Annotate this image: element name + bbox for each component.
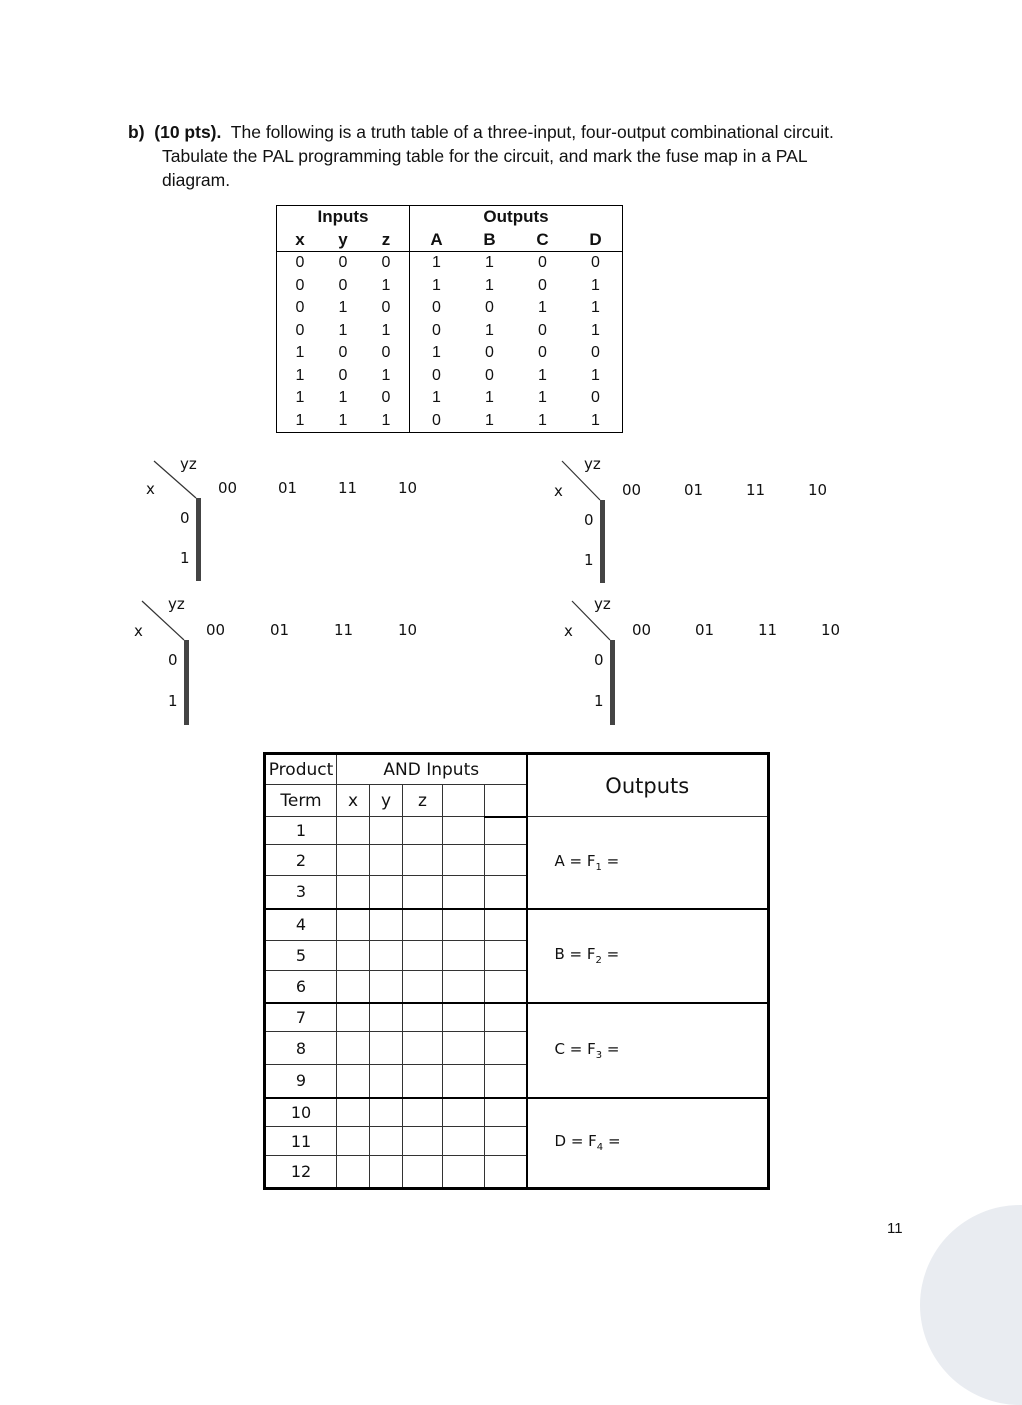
truth-cell: 0 — [569, 252, 623, 275]
truth-cell: 0 — [569, 387, 623, 410]
truth-cell: 1 — [432, 389, 441, 406]
pal-term-number: 2 — [265, 845, 337, 876]
truth-cell: 1 — [432, 276, 441, 294]
pal-term-number: 6 — [265, 971, 337, 1003]
truth-col-A: A — [430, 229, 443, 249]
pal-fuse-cell[interactable] — [403, 817, 443, 845]
kmap-row-var: x — [554, 482, 563, 500]
truth-cell: 1 — [363, 365, 410, 388]
kmap-col-label: 00 — [632, 621, 652, 639]
pal-term-row — [265, 909, 769, 941]
pal-input-label: y — [370, 785, 403, 817]
pal-fuse-cell[interactable] — [443, 971, 485, 1003]
truth-header-inputs: Inputs — [277, 206, 410, 229]
pal-fuse-cell[interactable] — [485, 1098, 527, 1127]
truth-col-y: y — [338, 229, 348, 249]
pal-output-name: D = F — [554, 1132, 597, 1151]
pal-fuse-cell[interactable] — [337, 1065, 370, 1098]
pal-fuse-cell[interactable] — [485, 909, 527, 941]
pal-header-term: Term — [265, 785, 337, 817]
kmap-row-var: x — [146, 480, 155, 498]
truth-row — [277, 275, 623, 298]
pal-term-number: 8 — [265, 1032, 337, 1065]
kmap-col-label: 10 — [398, 479, 418, 497]
truth-cell: 1 — [323, 410, 363, 433]
pal-fuse-cell[interactable] — [370, 971, 403, 1003]
pal-fuse-cell[interactable] — [370, 845, 403, 876]
truth-cell: 1 — [277, 365, 324, 388]
pal-input-label: z — [403, 785, 443, 817]
pal-output-2[interactable] — [527, 909, 769, 1003]
pal-fuse-cell[interactable] — [485, 845, 527, 876]
pal-fuse-cell[interactable] — [337, 1156, 370, 1189]
pal-fuse-cell[interactable] — [370, 1003, 403, 1032]
pal-fuse-cell[interactable] — [370, 1032, 403, 1065]
pal-fuse-cell[interactable] — [485, 817, 527, 845]
truth-cell: 0 — [485, 344, 494, 361]
truth-cell: 1 — [277, 342, 324, 365]
pal-header-product: Product — [265, 754, 337, 785]
pal-fuse-cell[interactable] — [403, 1032, 443, 1065]
pal-fuse-cell[interactable] — [485, 1032, 527, 1065]
truth-row — [277, 297, 623, 320]
truth-cell: 0 — [277, 252, 324, 275]
truth-cell: 0 — [432, 321, 441, 339]
truth-cell: 1 — [538, 299, 547, 316]
kmap-row-label: 0 — [594, 651, 604, 669]
pal-programming-table — [263, 752, 770, 1190]
truth-cell: 1 — [569, 320, 623, 343]
pal-fuse-cell[interactable] — [443, 1003, 485, 1032]
truth-cell: 1 — [569, 365, 623, 388]
truth-table — [276, 205, 623, 433]
kmap-col-label: 01 — [270, 621, 290, 639]
pal-fuse-cell[interactable] — [337, 1098, 370, 1127]
truth-cell: 0 — [432, 299, 441, 316]
pal-fuse-cell[interactable] — [485, 1127, 527, 1156]
pal-fuse-cell[interactable] — [403, 1098, 443, 1127]
truth-row — [277, 410, 623, 433]
pal-output-subscript: 3 — [595, 1049, 603, 1061]
pal-fuse-cell[interactable] — [337, 817, 370, 845]
truth-row — [277, 365, 623, 388]
truth-cell: 0 — [516, 252, 569, 275]
truth-column-header-row — [277, 229, 623, 252]
kmap-col-label: 11 — [338, 479, 358, 497]
truth-cell: 1 — [363, 275, 410, 298]
pal-output-1[interactable] — [527, 817, 769, 909]
truth-cell: 0 — [538, 321, 547, 339]
truth-cell: 0 — [538, 344, 547, 361]
pal-fuse-cell[interactable] — [370, 941, 403, 971]
truth-cell: 0 — [338, 276, 348, 294]
pal-input-label: x — [337, 785, 370, 817]
pal-fuse-cell[interactable] — [403, 1127, 443, 1156]
kmap-col-label: 01 — [695, 621, 715, 639]
truth-col-z: z — [363, 229, 410, 252]
truth-cell: 0 — [410, 410, 464, 433]
truth-table-body — [277, 252, 623, 433]
pal-fuse-cell[interactable] — [337, 941, 370, 971]
kmap-col-var: yz — [594, 595, 611, 613]
pal-fuse-cell[interactable] — [370, 1098, 403, 1127]
kmap-row-label: 1 — [180, 549, 190, 567]
page-curl-decoration — [920, 1205, 1022, 1405]
pal-term-number: 5 — [265, 941, 337, 971]
pal-term-number: 1 — [265, 817, 337, 845]
pal-output-equals: = — [603, 1132, 621, 1151]
pal-fuse-cell[interactable] — [370, 1065, 403, 1098]
pal-fuse-cell[interactable] — [443, 817, 485, 845]
pal-fuse-cell[interactable] — [337, 876, 370, 909]
pal-term-number: 7 — [265, 1003, 337, 1032]
pal-output-subscript: 4 — [596, 1142, 604, 1154]
pal-fuse-cell[interactable] — [337, 909, 370, 941]
kmap-cell[interactable] — [200, 540, 201, 581]
truth-cell: 1 — [338, 389, 348, 406]
pal-fuse-cell[interactable] — [337, 845, 370, 876]
truth-cell: 1 — [277, 387, 324, 410]
truth-cell: 0 — [432, 366, 441, 384]
pal-fuse-cell[interactable] — [337, 971, 370, 1003]
truth-cell: 0 — [277, 275, 324, 298]
kmap-cell[interactable] — [614, 641, 615, 683]
truth-col-C: C — [536, 229, 549, 249]
truth-cell: 1 — [485, 276, 494, 294]
truth-row — [277, 342, 623, 365]
kmap-grid — [610, 640, 615, 725]
truth-row — [277, 252, 623, 275]
question-line-1: The following is a truth table of a three-input, four-output combinational circuit. — [230, 122, 834, 142]
truth-cell: 1 — [485, 389, 494, 406]
truth-cell: 1 — [485, 321, 494, 339]
pal-output-equals: = — [601, 945, 620, 963]
truth-header-outputs: Outputs — [410, 206, 623, 229]
pal-fuse-cell[interactable] — [403, 1065, 443, 1098]
pal-fuse-cell[interactable] — [443, 1032, 485, 1065]
pal-fuse-cell[interactable] — [485, 971, 527, 1003]
kmap-col-label: 11 — [758, 621, 778, 639]
pal-fuse-cell[interactable] — [403, 909, 443, 941]
pal-fuse-cell[interactable] — [485, 941, 527, 971]
pal-output-name: B = F — [554, 945, 596, 963]
pal-term-number: 10 — [265, 1098, 337, 1127]
truth-cell: 1 — [432, 344, 441, 361]
pal-fuse-cell[interactable] — [403, 845, 443, 876]
truth-cell: 0 — [538, 276, 547, 294]
pal-output-subscript: 2 — [595, 955, 602, 966]
pal-output-equals: = — [601, 851, 620, 870]
pal-fuse-cell[interactable] — [370, 1127, 403, 1156]
kmap-col-label: 10 — [821, 621, 841, 639]
truth-cell: 1 — [363, 320, 410, 343]
pal-fuse-cell[interactable] — [370, 1156, 403, 1189]
kmap-row-label: 1 — [584, 551, 594, 569]
kmap-cell[interactable] — [200, 499, 201, 540]
pal-fuse-cell[interactable] — [403, 1003, 443, 1032]
truth-cell: 0 — [277, 297, 324, 320]
pal-fuse-cell[interactable] — [403, 941, 443, 971]
kmap-grid — [196, 498, 201, 581]
pal-fuse-cell[interactable] — [403, 1156, 443, 1189]
truth-col-D: D — [569, 229, 623, 252]
pal-term-number: 3 — [265, 876, 337, 909]
pal-output-subscript: 1 — [595, 861, 602, 873]
question-points: (10 pts). — [154, 122, 222, 142]
kmap-cell[interactable] — [604, 501, 605, 542]
pal-fuse-cell[interactable] — [403, 971, 443, 1003]
pal-fuse-cell[interactable] — [485, 1003, 527, 1032]
truth-cell: 1 — [538, 389, 547, 406]
pal-term-number: 12 — [265, 1156, 337, 1189]
question-line-3: diagram. — [162, 170, 231, 190]
truth-cell: 1 — [516, 410, 569, 433]
truth-cell: 1 — [463, 410, 516, 433]
kmap-cell[interactable] — [188, 683, 189, 725]
pal-output-equals: = — [602, 1039, 620, 1058]
kmap-cell[interactable] — [188, 641, 189, 683]
pal-term-row — [265, 817, 769, 845]
pal-fuse-cell[interactable] — [443, 941, 485, 971]
pal-fuse-cell[interactable] — [443, 1156, 485, 1189]
pal-term-number: 9 — [265, 1065, 337, 1098]
kmap-col-label: 00 — [622, 481, 642, 499]
kmap-row-var: x — [564, 622, 573, 640]
pal-fuse-cell[interactable] — [337, 1003, 370, 1032]
pal-fuse-cell[interactable] — [485, 876, 527, 909]
pal-fuse-cell[interactable] — [443, 845, 485, 876]
pal-header-and-inputs: AND Inputs — [337, 754, 527, 785]
truth-row — [277, 387, 623, 410]
truth-cell: 1 — [410, 252, 464, 275]
kmap-col-label: 10 — [808, 481, 828, 499]
kmap-col-label: 00 — [206, 621, 226, 639]
kmap-row-label: 0 — [584, 511, 594, 529]
kmap-col-label: 00 — [218, 479, 238, 497]
pal-term-number: 4 — [265, 909, 337, 941]
kmap-col-var: yz — [168, 595, 185, 613]
truth-cell: 0 — [363, 252, 410, 275]
pal-input-label — [485, 785, 527, 817]
pal-fuse-cell[interactable] — [370, 876, 403, 909]
truth-cell: 0 — [485, 299, 494, 316]
pal-term-row — [265, 1003, 769, 1032]
kmap-row-label: 0 — [180, 509, 190, 527]
pal-output-3[interactable] — [527, 1003, 769, 1098]
question-label: b) — [128, 122, 145, 142]
truth-cell: 0 — [363, 297, 410, 320]
pal-output-name: C = F — [554, 1039, 596, 1058]
truth-cell: 0 — [323, 252, 363, 275]
kmap-col-label: 01 — [278, 479, 298, 497]
kmap-row-var: x — [134, 622, 143, 640]
truth-col-x: x — [277, 229, 324, 252]
pal-table-body — [265, 817, 769, 1189]
truth-cell: 0 — [338, 344, 348, 361]
kmap-cell[interactable] — [614, 683, 615, 725]
pal-output-name: A = F — [554, 851, 596, 870]
truth-cell: 0 — [277, 320, 324, 343]
truth-cell: 0 — [485, 366, 494, 384]
truth-cell: 0 — [363, 342, 410, 365]
truth-cell: 1 — [538, 366, 547, 384]
pal-fuse-cell[interactable] — [337, 1032, 370, 1065]
truth-col-B: B — [483, 229, 496, 249]
kmap-row-label: 0 — [168, 651, 178, 669]
truth-cell: 1 — [338, 321, 348, 339]
pal-fuse-cell[interactable] — [403, 876, 443, 909]
kmap-cell[interactable] — [604, 542, 605, 583]
truth-cell: 0 — [569, 342, 623, 365]
kmap-row-label: 1 — [594, 692, 604, 710]
pal-fuse-cell[interactable] — [370, 909, 403, 941]
kmap-col-label: 01 — [684, 481, 704, 499]
pal-term-number: 11 — [265, 1127, 337, 1156]
truth-cell: 1 — [569, 410, 623, 433]
truth-cell: 1 — [363, 410, 410, 433]
kmap-col-var: yz — [180, 455, 197, 473]
truth-cell: 1 — [277, 410, 324, 433]
pal-header-outputs: Outputs — [527, 754, 769, 817]
kmap-grid — [600, 500, 605, 583]
truth-row — [277, 320, 623, 343]
question-text — [128, 120, 928, 192]
kmap-col-var: yz — [584, 455, 601, 473]
pal-fuse-cell[interactable] — [370, 817, 403, 845]
kmap-col-label: 10 — [398, 621, 418, 639]
kmap-col-label: 11 — [334, 621, 354, 639]
pal-input-label — [443, 785, 485, 817]
truth-cell: 1 — [338, 299, 348, 316]
truth-cell: 0 — [338, 366, 348, 384]
pal-fuse-cell[interactable] — [443, 909, 485, 941]
pal-fuse-cell[interactable] — [485, 1156, 527, 1189]
pal-fuse-cell[interactable] — [337, 1127, 370, 1156]
pal-output-4[interactable] — [527, 1098, 769, 1189]
pal-fuse-cell[interactable] — [443, 1065, 485, 1098]
pal-term-row — [265, 1098, 769, 1127]
pal-fuse-cell[interactable] — [443, 1098, 485, 1127]
pal-fuse-cell[interactable] — [485, 1065, 527, 1098]
truth-cell: 1 — [569, 297, 623, 320]
pal-fuse-cell[interactable] — [443, 1127, 485, 1156]
truth-cell: 1 — [463, 252, 516, 275]
pal-fuse-cell[interactable] — [443, 876, 485, 909]
question-line-2: Tabulate the PAL programming table for the circuit, and mark the fuse map in a PAL — [162, 146, 808, 166]
kmap-col-label: 11 — [746, 481, 766, 499]
kmap-row-label: 1 — [168, 692, 178, 710]
truth-cell: 1 — [569, 275, 623, 298]
page-number: 11 — [887, 1220, 903, 1237]
truth-cell: 0 — [363, 387, 410, 410]
kmap-grid — [184, 640, 189, 725]
